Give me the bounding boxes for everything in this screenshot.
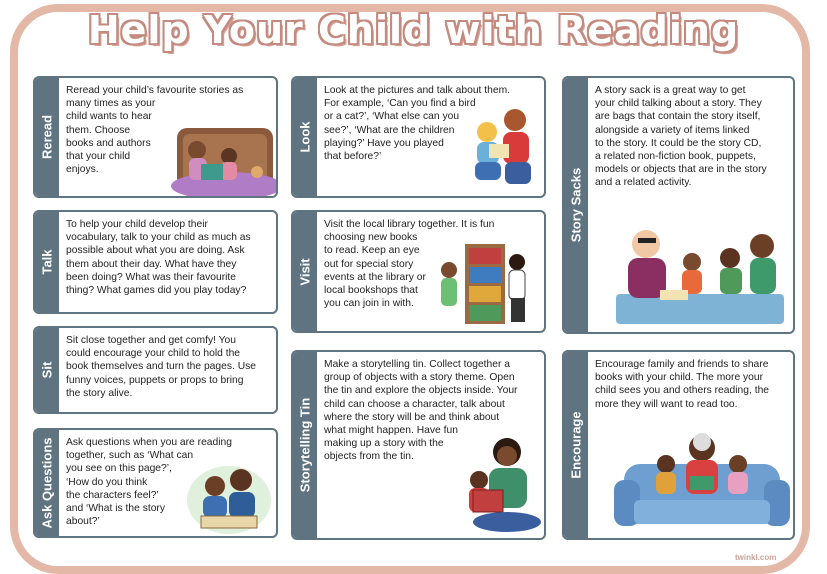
text-line: child can choose a character, talk about <box>324 398 505 410</box>
text-line: choosing new books <box>324 232 418 244</box>
text-line: For example, ‘Can you find a bird <box>324 98 476 110</box>
text-line: A story sack is a great way to get <box>595 85 746 96</box>
card-text <box>66 334 256 400</box>
text-line: them. Choose <box>66 124 131 136</box>
tab-label: Look <box>297 121 313 153</box>
text-line: many times as your <box>66 98 156 110</box>
text-line: Ask questions when you are reading <box>66 437 232 448</box>
card-talk <box>33 210 278 314</box>
tab-label: Reread <box>39 114 55 160</box>
text-line: playing?’ Have you played <box>324 137 444 149</box>
text-line: Look at the pictures and talk about them. <box>324 85 511 96</box>
text-line: objects from the tin. <box>324 451 414 463</box>
page-title: Help Your Child with Reading <box>87 8 740 52</box>
text-line: to the story. It could be the story CD, <box>595 137 762 149</box>
text-line: where the story will be and think about <box>324 411 500 423</box>
text-line: books and authors <box>66 137 151 149</box>
card-tab <box>564 352 588 538</box>
text-line: are bags that contain the story itself, <box>595 111 761 123</box>
text-line: local bookshops that <box>324 285 418 297</box>
card-ask-questions <box>33 428 278 538</box>
card-text <box>595 84 767 190</box>
text-line: them about their day. What have they <box>66 258 237 270</box>
text-line: the story alive. <box>66 387 133 399</box>
text-line: to read. Keep an eye <box>324 245 420 257</box>
text-line: been doing? What was their favourite <box>66 271 236 283</box>
text-line: Visit the local library together. It is fun <box>324 219 495 230</box>
card-visit <box>291 210 546 333</box>
card-storytelling-tin <box>291 350 546 540</box>
card-encourage <box>562 350 795 540</box>
text-line: child sees you and others reading, the <box>595 385 770 397</box>
card-look <box>291 76 546 198</box>
text-line: ‘How do you think <box>66 476 148 488</box>
tab-label: Visit <box>297 257 313 286</box>
card-text <box>66 218 251 297</box>
card-tab <box>293 352 317 538</box>
text-line: see?’, ‘What are the children <box>324 124 455 136</box>
children-looking-illustration <box>465 106 541 192</box>
text-line: enjoys. <box>66 164 99 176</box>
tab-label: Talk <box>39 249 55 275</box>
storytelling-illustration <box>463 434 543 534</box>
text-line: events at the library or <box>324 271 426 283</box>
text-line: the characters feel?’ <box>66 489 159 501</box>
tab-label: Ask Questions <box>39 437 55 529</box>
text-line: and ‘What is the story <box>66 503 166 515</box>
text-line: together, such as ‘What can <box>66 450 194 462</box>
text-line: more they will want to read too. <box>595 398 738 410</box>
text-line: alongside a variety of items linked <box>595 124 750 136</box>
card-tab <box>293 212 317 331</box>
text-line: Encourage family and friends to share <box>595 359 769 370</box>
family-on-sofa-illustration <box>614 424 790 536</box>
text-line: a related non-fiction book, puppets, <box>595 151 756 163</box>
text-line: models or objects that are in the story <box>595 164 767 176</box>
text-line: funny voices, puppets or props to bring <box>66 374 244 386</box>
text-line: Sit close together and get comfy! You <box>66 335 237 346</box>
text-line: child wants to hear <box>66 111 152 123</box>
text-line: what might happen. Have fun <box>324 425 458 437</box>
card-text <box>595 358 769 411</box>
text-line: To help your child develop their <box>66 219 208 230</box>
card-tab <box>35 78 59 196</box>
text-line: possible about what you are doing. Ask <box>66 245 245 257</box>
text-line: out for special story <box>324 258 414 270</box>
text-line: the tin and explore the objects inside. Your <box>324 385 518 397</box>
text-line: or a cat?’, ‘What else can you <box>324 111 460 123</box>
text-line: you can join in with. <box>324 298 414 310</box>
card-tab <box>35 212 59 312</box>
tab-label: Storytelling Tin <box>297 397 313 493</box>
text-line: Make a storytelling tin. Collect together a <box>324 359 511 370</box>
tab-label: Sit <box>39 361 55 379</box>
card-tab <box>35 328 59 412</box>
text-line: your child talking about a story. They <box>595 98 762 110</box>
text-line: book themselves and turn the pages. Use <box>66 361 257 373</box>
text-line: vocabulary, talk to your child as much as <box>66 232 251 244</box>
reading-in-bed-illustration <box>157 122 277 198</box>
text-line: and a related activity. <box>595 177 692 189</box>
library-illustration <box>435 240 539 330</box>
text-line: that your child <box>66 151 131 163</box>
tab-label: Encourage <box>568 411 584 479</box>
text-line: thing? What games did you play today? <box>66 285 247 297</box>
text-line: books with your child. The more your <box>595 372 764 384</box>
card-tab <box>293 78 317 196</box>
footer-url: twinkl.com <box>735 553 777 562</box>
text-line: making up a story with the <box>324 438 444 450</box>
text-line: you see on this page?’, <box>66 463 172 475</box>
text-line: group of objects with a story theme. Open <box>324 372 515 384</box>
text-line: that before?’ <box>324 151 382 163</box>
card-tab <box>35 430 59 536</box>
card-sit <box>33 326 278 414</box>
card-story-sacks <box>562 76 795 334</box>
story-sack-family-illustration <box>612 224 792 330</box>
card-tab <box>564 78 588 332</box>
text-line: Reread your child’s favourite stories as <box>66 85 244 96</box>
text-line: could encourage your child to hold the <box>66 348 241 360</box>
card-reread <box>33 76 278 198</box>
tab-label: Story Sacks <box>568 167 584 243</box>
parent-child-book-illustration <box>185 460 271 536</box>
text-line: about?’ <box>66 516 100 528</box>
